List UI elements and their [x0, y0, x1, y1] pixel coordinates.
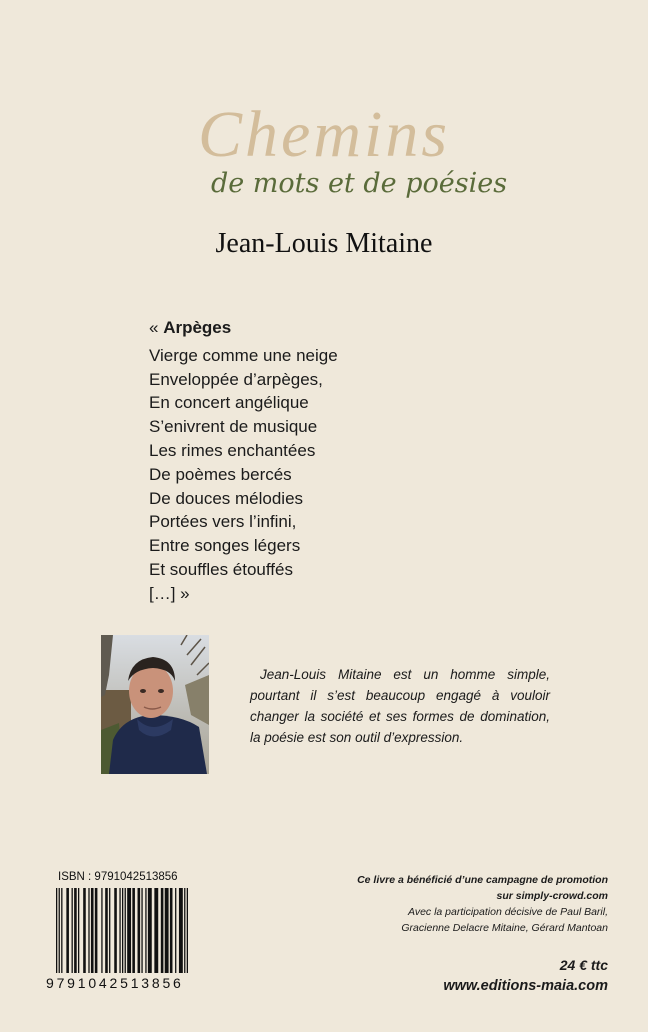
- barcode-bar: [91, 888, 94, 973]
- author-biography: Jean-Louis Mitaine est un homme simple, pourtant il s’est beaucoup engagé à vouloir changer la société et ses formes de domination, la poésie est son outil d’expression.: [250, 667, 550, 745]
- author-photo: [101, 635, 209, 774]
- poem-line: S’enivrent de musique: [149, 417, 318, 437]
- poem-line: De douces mélodies: [149, 488, 304, 508]
- acknowledgement-names: Gracienne Delacre Mitaine, Gérard Mantoan: [401, 922, 608, 934]
- poem-excerpt: [149, 316, 338, 606]
- author-name: Jean-Louis Mitaine: [215, 228, 433, 259]
- barcode-bar: [161, 888, 164, 973]
- barcode-bar: [119, 888, 120, 973]
- barcode-bar: [105, 888, 108, 973]
- promotion-line: Ce livre a bénéficié d’une campagne de promotion: [357, 874, 608, 886]
- barcode-bar: [175, 888, 176, 973]
- barcode-bar: [83, 888, 86, 973]
- poem-heading: [149, 316, 338, 340]
- poem-line: En concert angélique: [149, 393, 309, 413]
- author-portrait-image: [101, 635, 209, 774]
- barcode-bar: [145, 888, 146, 973]
- barcode-bar: [125, 888, 126, 973]
- barcode-bar: [165, 888, 169, 973]
- barcode-bar: [132, 888, 135, 973]
- poem-line: Enveloppée d’arpèges,: [149, 369, 323, 389]
- barcode-bar: [78, 888, 79, 973]
- promotion-note: [357, 872, 608, 936]
- poem-line: Les rimes enchantées: [149, 440, 316, 460]
- isbn-label: ISBN : 9791042513856: [58, 871, 178, 883]
- barcode-bar: [101, 888, 102, 973]
- barcode-bar: [59, 888, 60, 973]
- barcode-bar: [148, 888, 152, 973]
- isbn-barcode: [56, 888, 188, 973]
- poem-title: Arpèges: [163, 318, 232, 337]
- promotion-site: sur simply-crowd.com: [496, 890, 608, 902]
- barcode-bar: [141, 888, 142, 973]
- barcode-bar: [184, 888, 185, 973]
- acknowledgement-line: Avec la participation décisive de Paul Baril,: [408, 906, 608, 918]
- barcode-digits: 9791042513856: [46, 975, 184, 991]
- poem-line: Et souffles étouffés: [149, 559, 293, 579]
- open-quote: «: [149, 318, 164, 337]
- barcode-bar: [138, 888, 141, 973]
- poem-line: Entre songes légers: [149, 536, 301, 556]
- barcode-bar: [66, 888, 69, 973]
- barcode-bar: [95, 888, 98, 973]
- barcode-bar: [154, 888, 158, 973]
- poem-line: Portées vers l’infini,: [149, 512, 297, 532]
- poem-line: […] »: [149, 583, 190, 603]
- barcode-bar: [88, 888, 89, 973]
- barcode-bar: [74, 888, 77, 973]
- poem-line: De poèmes bercés: [149, 464, 292, 484]
- book-title: Chemins: [198, 98, 450, 171]
- barcode-bar: [127, 888, 131, 973]
- barcode-bar: [56, 888, 57, 973]
- barcode-bar: [61, 888, 62, 973]
- barcode-bar: [109, 888, 110, 973]
- barcode-bar: [72, 888, 73, 973]
- barcode-bar: [187, 888, 188, 973]
- poem-line: Vierge comme une neige: [149, 345, 338, 365]
- barcode-bar: [122, 888, 123, 973]
- book-subtitle: de mots et de poésies: [210, 168, 508, 199]
- barcode-bar: [114, 888, 117, 973]
- barcode-bar: [179, 888, 183, 973]
- barcode-bar: [170, 888, 173, 973]
- publisher-website: www.editions-maia.com: [443, 978, 608, 994]
- price: 24 € ttc: [559, 957, 608, 973]
